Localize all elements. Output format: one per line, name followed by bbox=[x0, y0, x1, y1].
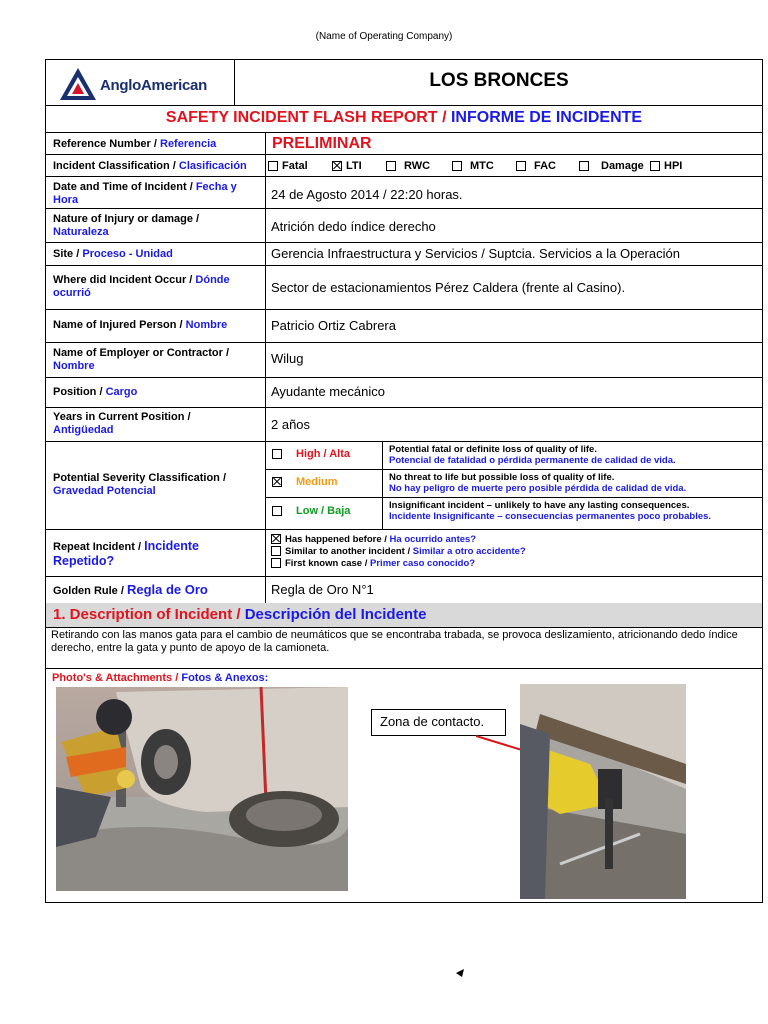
anglo-american-logo-icon bbox=[58, 66, 98, 102]
classification-fatal[interactable]: Fatal bbox=[268, 156, 308, 176]
severity-low-desc: Insignificant incident – unlikely to have any lasting consequences. Incidente Insignificante – consecuencias permanentes poco probables. bbox=[389, 500, 712, 522]
description-heading: 1. Description of Incident / Descripción del Incidente bbox=[46, 603, 762, 627]
contact-zone-callout: Zona de contacto. bbox=[371, 709, 506, 736]
site-title: LOS BRONCES bbox=[429, 70, 569, 91]
checkbox-checked bbox=[332, 161, 342, 171]
repeat-options bbox=[271, 534, 761, 570]
nature-value: Atrición dedo índice derecho bbox=[271, 219, 436, 234]
checkbox bbox=[516, 161, 526, 171]
golden-rule-label: Golden Rule / Regla de Oro bbox=[53, 582, 208, 597]
classification-damage[interactable]: Damage bbox=[579, 156, 644, 176]
report-title bbox=[46, 109, 762, 127]
datetime-value: 24 de Agosto 2014 / 22:20 horas. bbox=[271, 187, 463, 202]
severity-label: Potential Severity Classification / Gravedad Potencial bbox=[53, 472, 227, 497]
years-value: 2 años bbox=[271, 417, 311, 432]
severity-medium[interactable]: Medium bbox=[272, 476, 380, 492]
years-label: Years in Current Position / Antigüedad bbox=[53, 411, 191, 436]
where-value: Sector de estacionamientos Pérez Caldera (frente al Casino). bbox=[271, 280, 626, 295]
site-label: Site / Proceso - Unidad bbox=[53, 248, 173, 260]
classification-hpi[interactable]: HPI bbox=[650, 156, 682, 176]
classification-fac[interactable]: FAC bbox=[516, 156, 556, 176]
photos-label: Photo's & Attachments / Fotos & Anexos: bbox=[52, 672, 269, 684]
incident-photo-tire bbox=[56, 687, 348, 891]
classification-lti[interactable]: LTI bbox=[332, 156, 362, 176]
employer-value: Wilug bbox=[271, 351, 304, 366]
logo-cell bbox=[46, 60, 235, 105]
repeat-label: Repeat Incident / Incidente Repetido? bbox=[53, 539, 199, 568]
checkbox bbox=[452, 161, 462, 171]
severity-high[interactable]: High / Alta bbox=[272, 448, 380, 464]
site-value: Gerencia Infraestructura y Servicios / Suptcia. Servicios a la Operación bbox=[271, 246, 680, 261]
report-title-es: INFORME DE INCIDENTE bbox=[450, 109, 643, 126]
report-form bbox=[45, 59, 763, 903]
reference-label: Reference Number / Referencia bbox=[53, 138, 217, 150]
checkbox bbox=[650, 161, 660, 171]
report-title-en: SAFETY INCIDENT FLASH REPORT / bbox=[165, 109, 447, 126]
classification-rwc[interactable]: RWC bbox=[386, 156, 430, 176]
classification-options bbox=[266, 156, 762, 176]
logo-text: AngloAmerican bbox=[100, 77, 207, 94]
severity-medium-desc: No threat to life but possible loss of quality of life. No hay peligro de muerte pero posible pérdida de calidad de vida. bbox=[389, 472, 687, 494]
nature-label: Nature of Injury or damage / Naturaleza bbox=[53, 213, 200, 238]
datetime-label: Date and Time of Incident / Fecha y Hora bbox=[53, 181, 237, 206]
repeat-option-similar[interactable]: Similar to another incident / Similar a otro accidente? bbox=[271, 546, 761, 558]
injured-label: Name of Injured Person / Nombre bbox=[53, 319, 228, 331]
repeat-option-first[interactable]: First known case / Primer caso conocido? bbox=[271, 558, 761, 570]
injured-value: Patricio Ortiz Cabrera bbox=[271, 318, 396, 333]
golden-rule-value: Regla de Oro N°1 bbox=[271, 582, 374, 597]
description-text: Retirando con las manos gata para el cambio de neumáticos que se encontraba trabada, se provoca deslizamiento, atricionando dedo índice derecho, entre la gata y punto de apoyo de la camioneta. bbox=[51, 629, 738, 654]
employer-label: Name of Employer or Contractor / Nombre bbox=[53, 347, 230, 372]
checkbox bbox=[268, 161, 278, 171]
operating-company-label: (Name of Operating Company) bbox=[315, 31, 453, 42]
incident-photo-contact bbox=[520, 684, 686, 899]
severity-low[interactable]: Low / Baja bbox=[272, 505, 380, 521]
where-label: Where did Incident Occur / Dónde ocurrió bbox=[53, 274, 230, 299]
cursor-icon bbox=[454, 967, 466, 979]
repeat-option-before[interactable]: Has happened before / Ha ocurrido antes? bbox=[271, 534, 761, 546]
position-label: Position / Cargo bbox=[53, 386, 138, 398]
checkbox bbox=[579, 161, 589, 171]
reference-value: PRELIMINAR bbox=[272, 135, 372, 152]
classification-mtc[interactable]: MTC bbox=[452, 156, 494, 176]
position-value: Ayudante mecánico bbox=[271, 384, 385, 399]
checkbox bbox=[386, 161, 396, 171]
severity-high-desc: Potential fatal or definite loss of quality of life. Potencial de fatalidad o pérdida permanente de calidad de vida. bbox=[389, 444, 676, 466]
classification-label: Incident Classification / Clasificación bbox=[53, 160, 247, 172]
